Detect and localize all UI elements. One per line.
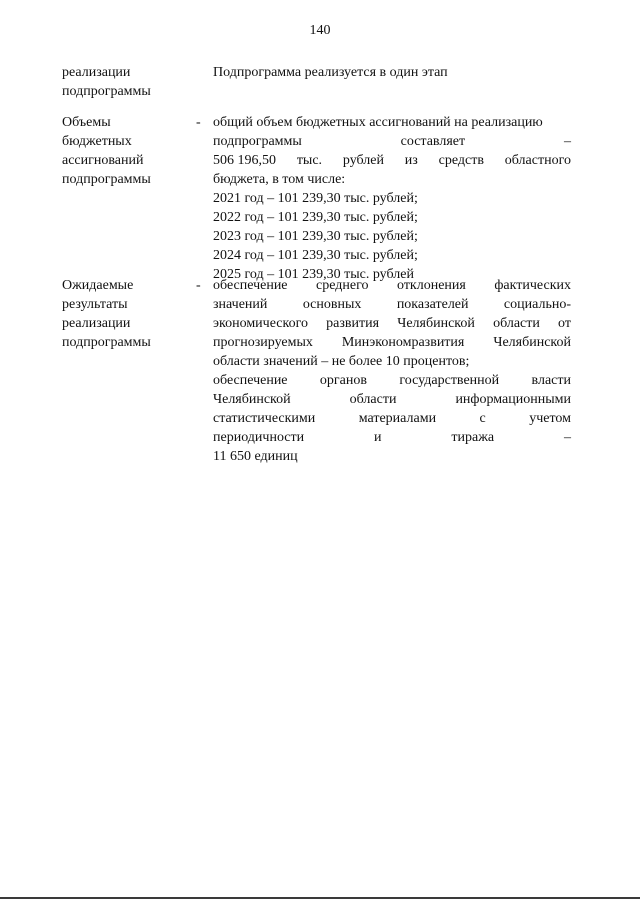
value-text: Челябинской xyxy=(213,392,291,407)
value-text: бюджета, в том числе: xyxy=(213,172,346,187)
value-text: показателей xyxy=(396,297,469,312)
page-number: 140 xyxy=(309,23,331,38)
label-line: результаты xyxy=(62,297,128,312)
value-line xyxy=(213,333,571,352)
value-line xyxy=(213,447,571,466)
value-text: Челябинской xyxy=(397,316,475,331)
value-text: и xyxy=(374,430,382,445)
value-text: материалами xyxy=(358,411,437,426)
value-text: из xyxy=(404,153,418,168)
value-line xyxy=(213,132,571,151)
value-text: информационными xyxy=(455,392,571,407)
value-text: прогнозируемых xyxy=(213,335,313,350)
value-text: областного xyxy=(504,153,571,168)
label-line: ассигнований xyxy=(62,153,144,168)
value-text: Подпрограмма реализуется в один этап xyxy=(213,65,448,80)
value-text: подпрограммы xyxy=(213,134,302,149)
value-text: – xyxy=(563,430,571,445)
value-line xyxy=(213,428,571,447)
value-text: 506 196,50 xyxy=(213,153,276,168)
row-label xyxy=(62,276,192,352)
row-dash: - xyxy=(196,115,201,130)
value-text: области xyxy=(349,392,397,407)
value-text: с xyxy=(479,411,486,426)
value-text: фактических xyxy=(494,278,571,293)
value-line xyxy=(213,295,571,314)
value-text: 11 650 единиц xyxy=(213,449,298,464)
value-text: учетом xyxy=(529,411,571,426)
value-text: отклонения xyxy=(397,278,466,293)
row-value xyxy=(213,63,571,82)
value-text: 2024 год – 101 239,30 тыс. рублей; xyxy=(213,248,418,263)
value-text: основных xyxy=(302,297,362,312)
value-line xyxy=(213,170,571,189)
value-line xyxy=(213,276,571,295)
value-text: Челябинской xyxy=(493,335,571,350)
label-line: реализации xyxy=(62,316,131,331)
row-dash: - xyxy=(196,278,201,293)
value-text: значений xyxy=(213,297,268,312)
value-line xyxy=(213,390,571,409)
value-text: Минэкономразвития xyxy=(341,335,465,350)
value-text: обеспечение xyxy=(213,278,288,293)
bottom-scan-edge xyxy=(0,897,640,899)
value-line xyxy=(213,151,571,170)
value-text: статистическими xyxy=(213,411,316,426)
value-text: экономического xyxy=(213,316,308,331)
label-line: Ожидаемые xyxy=(62,278,134,293)
value-text: рублей xyxy=(342,153,384,168)
value-line xyxy=(213,371,571,390)
value-line xyxy=(213,246,571,265)
label-line: бюджетных xyxy=(62,134,132,149)
value-text: общий объем бюджетных ассигнований на реализацию xyxy=(213,115,543,130)
value-line xyxy=(213,409,571,428)
value-text: 2021 год – 101 239,30 тыс. рублей; xyxy=(213,191,418,206)
label-line: подпрограммы xyxy=(62,335,151,350)
label-line: подпрограммы xyxy=(62,84,151,99)
value-text: 2023 год – 101 239,30 тыс. рублей; xyxy=(213,229,418,244)
value-line xyxy=(213,352,571,371)
value-text: области значений – не более 10 процентов; xyxy=(213,354,470,369)
value-text: области xyxy=(493,316,540,331)
label-line: подпрограммы xyxy=(62,172,151,187)
value-text: государственной xyxy=(399,373,500,388)
row-value xyxy=(213,113,571,284)
value-text: средств xyxy=(438,153,484,168)
value-text: среднего xyxy=(316,278,369,293)
value-line xyxy=(213,189,571,208)
row-value xyxy=(213,276,571,466)
value-text: составляет xyxy=(400,134,466,149)
value-text: развития xyxy=(326,316,380,331)
label-line: Объемы xyxy=(62,115,111,130)
value-line xyxy=(213,63,571,82)
value-text: органов xyxy=(319,373,367,388)
value-line xyxy=(213,314,571,333)
value-text: социально- xyxy=(503,297,571,312)
value-line xyxy=(213,208,571,227)
row-label xyxy=(62,113,192,189)
value-text: периодичности xyxy=(213,430,305,445)
value-text: 2025 год – 101 239,30 тыс. рублей xyxy=(213,267,414,282)
value-text: 2022 год – 101 239,30 тыс. рублей; xyxy=(213,210,418,225)
value-line xyxy=(213,113,571,132)
value-text: власти xyxy=(531,373,571,388)
value-text: от xyxy=(558,316,571,331)
value-text: – xyxy=(563,134,571,149)
value-text: тыс. xyxy=(296,153,323,168)
value-text: обеспечение xyxy=(213,373,288,388)
row-label xyxy=(62,63,192,101)
value-line xyxy=(213,227,571,246)
value-text: тиража xyxy=(451,430,495,445)
label-line: реализации xyxy=(62,65,131,80)
